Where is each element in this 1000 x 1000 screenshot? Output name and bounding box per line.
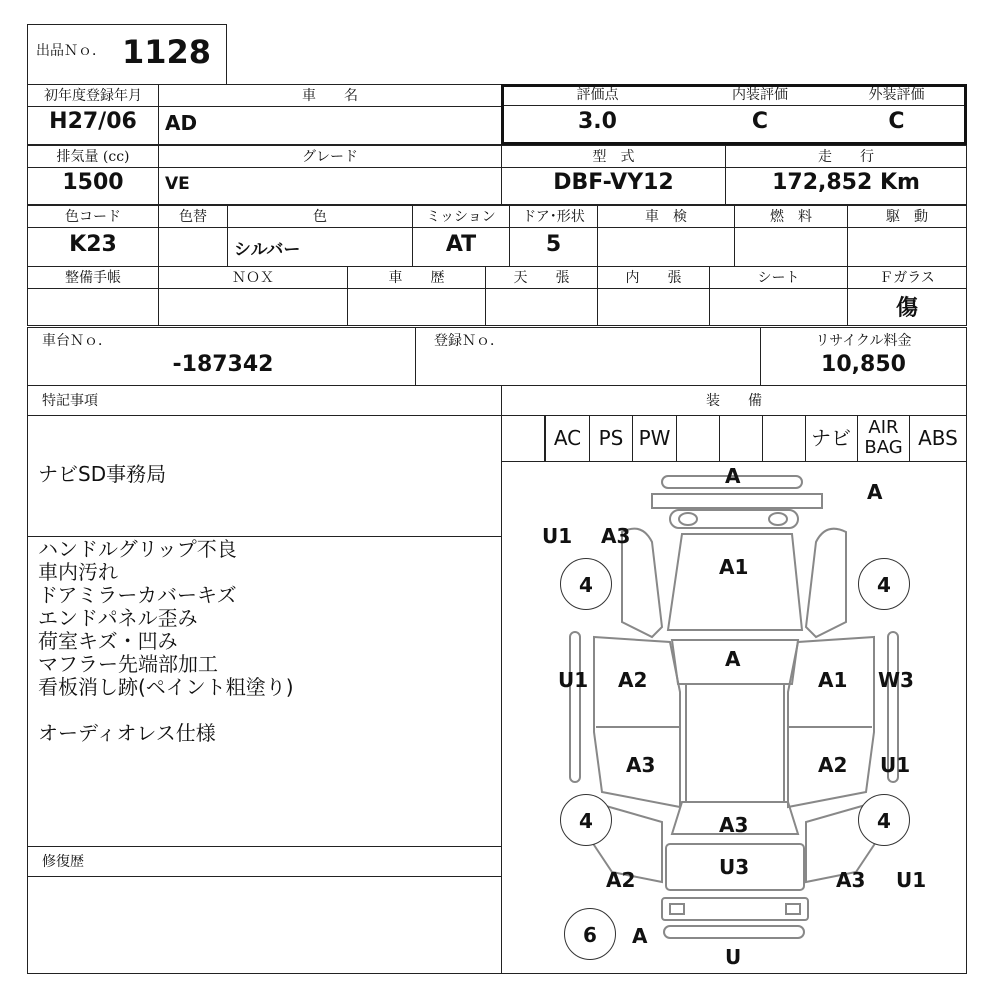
tire-rear-left: 4 [560, 794, 612, 846]
fuel-cell [734, 205, 848, 267]
damage-mark-right-side: W3 [878, 668, 914, 692]
color-cell [227, 205, 413, 267]
note-line: 荷室キズ・凹み [38, 629, 178, 653]
displacement-value: 1500 [62, 170, 124, 195]
repaint-cell [158, 205, 228, 267]
lot-number-label: 出品Ｎｏ． [36, 43, 106, 59]
color-code-label: 色コード [28, 206, 158, 228]
color-code-cell [27, 205, 159, 267]
seat-cell [709, 266, 848, 326]
damage-mark-trunk: U3 [719, 855, 750, 879]
equipment-header [501, 385, 967, 416]
car-name-cell [158, 84, 502, 145]
damage-mark-right-front-door: A1 [818, 668, 848, 692]
door-value: 5 [545, 232, 562, 257]
equipment-label: 装 備 [706, 393, 762, 409]
inspection-cell [597, 205, 735, 267]
damage-mark-roof: A [725, 647, 741, 671]
tire-front-left: 4 [560, 558, 612, 610]
note-line: オーディオレス仕様 [38, 721, 216, 745]
chassis-cell [27, 327, 416, 386]
interior-score-value: C [751, 109, 769, 134]
registration-label: 登録Ｎｏ． [434, 333, 504, 349]
exterior-score-label: 外装評価 [829, 84, 964, 106]
score-label: 評価点 [504, 84, 691, 106]
damage-mark-rear-right-fender: A3 [836, 868, 866, 892]
grade-value: VE [165, 174, 190, 194]
mileage-label: 走 行 [726, 146, 966, 168]
front-glass-label: Ｆガラス [848, 267, 966, 289]
exterior-score-cell [829, 87, 964, 142]
displacement-label: 排気量 (cc) [28, 146, 158, 168]
exterior-score-value: C [888, 109, 905, 134]
damage-mark-hood: A1 [719, 555, 749, 579]
damage-mark-rear-bumper: U [725, 945, 742, 969]
damage-mark-left-rear-door: A3 [626, 753, 656, 777]
lot-number-box [27, 24, 227, 85]
tire-rear-right: 4 [858, 794, 910, 846]
mission-label: ミッション [413, 206, 509, 228]
note-line: エンドパネル歪み [38, 606, 198, 630]
color-code-value: K23 [69, 232, 117, 257]
car-name-value: AD [165, 111, 198, 135]
equipment-row [501, 415, 967, 462]
maintenance-book-label: 整備手帳 [28, 267, 158, 289]
nox-label: ＮＯＸ [159, 267, 347, 289]
seat-label: シート [710, 267, 847, 289]
damage-mark-front-bumper: A [725, 464, 741, 488]
chassis-label: 車台Ｎｏ． [42, 333, 112, 349]
roof-cell [485, 266, 598, 326]
interior-score-cell [691, 87, 830, 142]
grade-cell [158, 145, 502, 205]
model-label: 型 式 [502, 146, 725, 168]
door-cell [509, 205, 598, 267]
damage-mark-right-rear-door: A2 [818, 753, 848, 777]
note-line: ナビSD事務局 [38, 462, 167, 486]
mileage-cell [725, 145, 967, 205]
reg-date-cell [27, 84, 159, 145]
equip-empty [719, 416, 762, 461]
note-line: ハンドルグリップ不良 [38, 537, 237, 561]
lot-number-value: 1128 [122, 33, 212, 71]
special-notes-header [27, 385, 502, 416]
inspection-label: 車 検 [598, 206, 734, 228]
damage-mark-front-left-fender: U1 [542, 524, 573, 548]
equip-empty [676, 416, 719, 461]
recycle-label: リサイクル料金 [815, 333, 912, 349]
damage-mark-left-side: U1 [558, 668, 589, 692]
history-cell [347, 266, 486, 326]
damage-mark-left-front-door: A2 [618, 668, 648, 692]
equip-empty [762, 416, 805, 461]
mission-cell [412, 205, 510, 267]
tire-spare: 6 [564, 908, 616, 960]
registration-cell [415, 327, 761, 386]
special-notes-label: 特記事項 [42, 393, 98, 409]
damage-mark-rear-glass: A3 [719, 813, 749, 837]
color-label: 色 [228, 206, 412, 228]
repair-history-label: 修復歴 [42, 854, 84, 870]
tire-front-right: 4 [858, 558, 910, 610]
score-value: 3.0 [578, 109, 617, 134]
equip-airbag [857, 416, 909, 461]
note-line: 車内汚れ [38, 560, 118, 584]
damage-mark-rear-left-fender: A2 [606, 868, 636, 892]
equip-abs: ABS [909, 416, 966, 461]
score-cell [504, 87, 692, 142]
model-value: DBF-VY12 [553, 170, 674, 195]
damage-mark-rear-bumper-left: A [632, 924, 648, 948]
roof-label: 天 張 [486, 267, 597, 289]
equip-ps: PS [589, 416, 632, 461]
interior-lining-label: 内 張 [598, 267, 709, 289]
grade-label: グレード [159, 146, 501, 168]
damage-mark-front-left-pillar: A3 [601, 524, 631, 548]
equip-ac: AC [545, 416, 589, 461]
equip-airbag-line1: AIR [868, 417, 899, 438]
maintenance-book-cell [27, 266, 159, 326]
reg-date-value: H27/06 [49, 109, 137, 134]
drive-label: 駆 動 [848, 206, 966, 228]
damage-mark-front-right: A [867, 480, 883, 504]
repaint-label: 色替 [159, 206, 227, 228]
note-line: 看板消し跡(ペイント粗塗り) [38, 675, 294, 699]
recycle-value: 10,850 [821, 352, 906, 377]
car-name-label: 車 名 [159, 85, 501, 107]
history-label: 車 歴 [348, 267, 485, 289]
equip-airbag-line2: BAG [864, 437, 903, 458]
note-line: マフラー先端部加工 [38, 652, 218, 676]
front-glass-cell [847, 266, 967, 326]
drive-cell [847, 205, 967, 267]
reg-date-label: 初年度登録年月 [28, 85, 158, 107]
damage-mark-rear-right-corner: U1 [896, 868, 927, 892]
door-label: ドア･形状 [510, 206, 597, 228]
repair-history-header [27, 846, 502, 877]
nox-cell [158, 266, 348, 326]
displacement-cell [27, 145, 159, 205]
mileage-value: 172,852 Km [772, 170, 920, 195]
color-value: シルバー [234, 240, 301, 260]
chassis-value: -187342 [172, 352, 274, 377]
interior-score-label: 内装評価 [691, 84, 829, 106]
recycle-cell [760, 327, 967, 386]
model-cell [501, 145, 726, 205]
equip-pw: PW [632, 416, 676, 461]
note-line: ドアミラーカバーキズ [38, 583, 237, 607]
interior-lining-cell [597, 266, 710, 326]
fuel-label: 燃 料 [735, 206, 847, 228]
damage-mark-right-rear-side: U1 [880, 753, 911, 777]
front-glass-value: 傷 [895, 295, 918, 321]
mission-value: AT [445, 232, 477, 257]
equip-navi: ナビ [811, 426, 851, 450]
